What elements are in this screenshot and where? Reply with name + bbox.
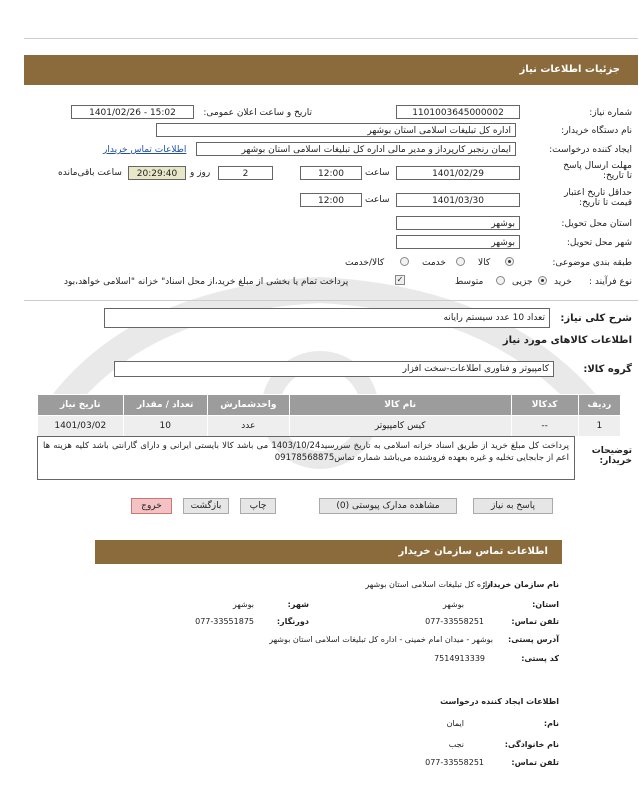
remaining-time-field: 20:29:40 [128,166,186,180]
remaining-label: ساعت باقی‌مانده [58,168,122,178]
top-divider [24,38,638,39]
fax-label: دورنگار: [276,617,309,626]
table-header-row [38,395,621,416]
contact-title: اطلاعات تماس سازمان خریدار [398,546,548,557]
radio-medium[interactable] [496,276,505,285]
creator-phone-value: 077-33558251 [425,758,484,767]
name-label: نام: [543,719,559,728]
days-field[interactable]: 2 [218,166,273,180]
proc-buy-label: خرید [554,277,572,287]
reply-button[interactable]: پاسخ به نیاز [473,498,553,514]
name-value: ایمان [446,719,464,728]
category-label: طبقه بندی موضوعی: [552,258,632,268]
address-label: آدرس پستی: [508,635,559,644]
summary-field[interactable]: تعداد 10 عدد سیستم رایانه [104,308,550,328]
payment-checkbox[interactable]: ✓ [396,275,404,284]
col-code: کدکالا [511,395,578,416]
validity-label: حداقل تاریخ اعتبار قیمت تا تاریخ: [564,188,632,208]
col-name: نام کالا [289,395,511,416]
postal-value: 7514913339 [434,654,485,663]
days-label: روز و [190,168,211,178]
deadline-label: مهلت ارسال پاسخ تا تاریخ: [563,161,632,181]
deadline-date-field[interactable]: 1401/02/29 [396,166,520,180]
creator-phone-label: تلفن تماس: [511,758,559,767]
phone-label: تلفن تماس: [511,617,559,626]
col-row: ردیف [578,395,620,416]
cell-code: -- [511,416,578,437]
proc-partial-label: جزیی [512,277,533,287]
attachments-button[interactable]: مشاهده مدارک پیوستی (0) [319,498,457,514]
province-field[interactable]: بوشهر [396,216,520,230]
family-value: نجب [448,740,464,749]
exit-button[interactable]: خروج [131,498,172,514]
notes-label: توضیحات خریدار: [591,446,632,466]
org-label: نام سازمان خریدار: [482,580,559,589]
process-label: نوع فرآیند : [589,277,632,287]
province-contact-label: استان: [532,600,559,609]
deadline-time-label: ساعت [365,168,390,178]
announce-label: تاریخ و ساعت اعلان عمومی: [203,108,312,118]
creator-info-title: اطلاعات ایجاد کننده درخواست [440,697,559,706]
org-value: اداره کل تبلیغات اسلامی استان بوشهر [365,580,493,589]
city-label: شهر محل تحویل: [566,238,632,248]
province-contact-value: بوشهر [442,600,464,609]
buyer-contact-link[interactable]: اطلاعات تماس خریدار [103,145,187,155]
radio-goods[interactable] [505,257,514,266]
payment-note: پرداخت تمام یا بخشی از مبلغ خرید،از محل اسناد" خزانه "اسلامی خواهد،بود [64,277,349,287]
validity-time-field[interactable]: 12:00 [300,193,362,207]
validity-date-field[interactable]: 1401/03/30 [396,193,520,207]
need-number-label: شماره نیاز: [589,108,632,118]
cat-service-label: خدمت [422,258,446,268]
buyer-org-label: نام دستگاه خریدار: [561,126,632,136]
proc-medium-label: متوسط [455,277,484,287]
notes-box[interactable]: پرداخت کل مبلغ خرید از طریق اسناد خزانه اسلامی به تاریخ سررسید1403/10/24 می باشد کالا بایستی ایرانی و دارای گارانتی باشد کلیه هزینه ها اعم از جابجایی تخلیه و غیره بعهده فروشنده می‌باشد شماره تماس09178568875 [37,436,575,480]
goods-info-title: اطلاعات کالاهای مورد نیاز [502,335,632,346]
cell-date: 1401/03/02 [38,416,124,437]
phone-value: 077-33558251 [425,617,484,626]
deadline-time-field[interactable]: 12:00 [300,166,362,180]
back-button[interactable]: بازگشت [183,498,229,514]
announce-field[interactable]: 1401/02/26 - 15:02 [71,105,194,119]
radio-goods-service[interactable] [400,257,409,266]
divider [24,300,638,301]
group-field[interactable]: کامپیوتر و فناوری اطلاعات-سخت افزار [114,361,554,377]
need-number-field[interactable]: 1101003645000002 [396,105,520,119]
creator-field[interactable]: ایمان رنجبر کارپرداز و مدیر مالی اداره کل تبلیغات اسلامی استان بوشهر [196,142,516,156]
city-contact-value: بوشهر [232,600,254,609]
cat-goods-label: کالا [478,258,491,268]
city-contact-label: شهر: [287,600,309,609]
cat-goods-service-label: کالا/خدمت [345,258,385,268]
cell-row: 1 [578,416,620,437]
buyer-org-field[interactable]: اداره کل تبلیغات اسلامی استان بوشهر [156,123,516,137]
cell-qty: 10 [123,416,207,437]
summary-label: شرح کلی نیاز: [560,313,632,324]
col-date: تاریخ نیاز [38,395,124,416]
radio-service[interactable] [456,257,465,266]
page-header [24,55,638,85]
postal-label: کد پستی: [521,654,559,663]
cell-unit: عدد [207,416,289,437]
group-label: گروه کالا: [583,364,632,375]
table-row[interactable] [38,416,621,437]
province-label: استان محل تحویل: [561,219,632,229]
cell-name: کیس کامپیوتر [289,416,511,437]
radio-partial[interactable] [538,276,547,285]
address-value: بوشهر - میدان امام خمینی - اداره کل تبلیغات اسلامی استان بوشهر [269,635,493,644]
col-unit: واحدشمارش [207,395,289,416]
validity-time-label: ساعت [365,195,390,205]
creator-label: ایجاد کننده درخواست: [549,145,632,155]
contact-header [95,540,562,564]
items-table [37,394,621,437]
page-title: جزئیات اطلاعات نیاز [519,64,620,75]
print-button[interactable]: چاپ [240,498,276,514]
city-field[interactable]: بوشهر [396,235,520,249]
family-label: نام خانوادگی: [504,740,559,749]
fax-value: 077-33551875 [195,617,254,626]
col-qty: تعداد / مقدار [123,395,207,416]
